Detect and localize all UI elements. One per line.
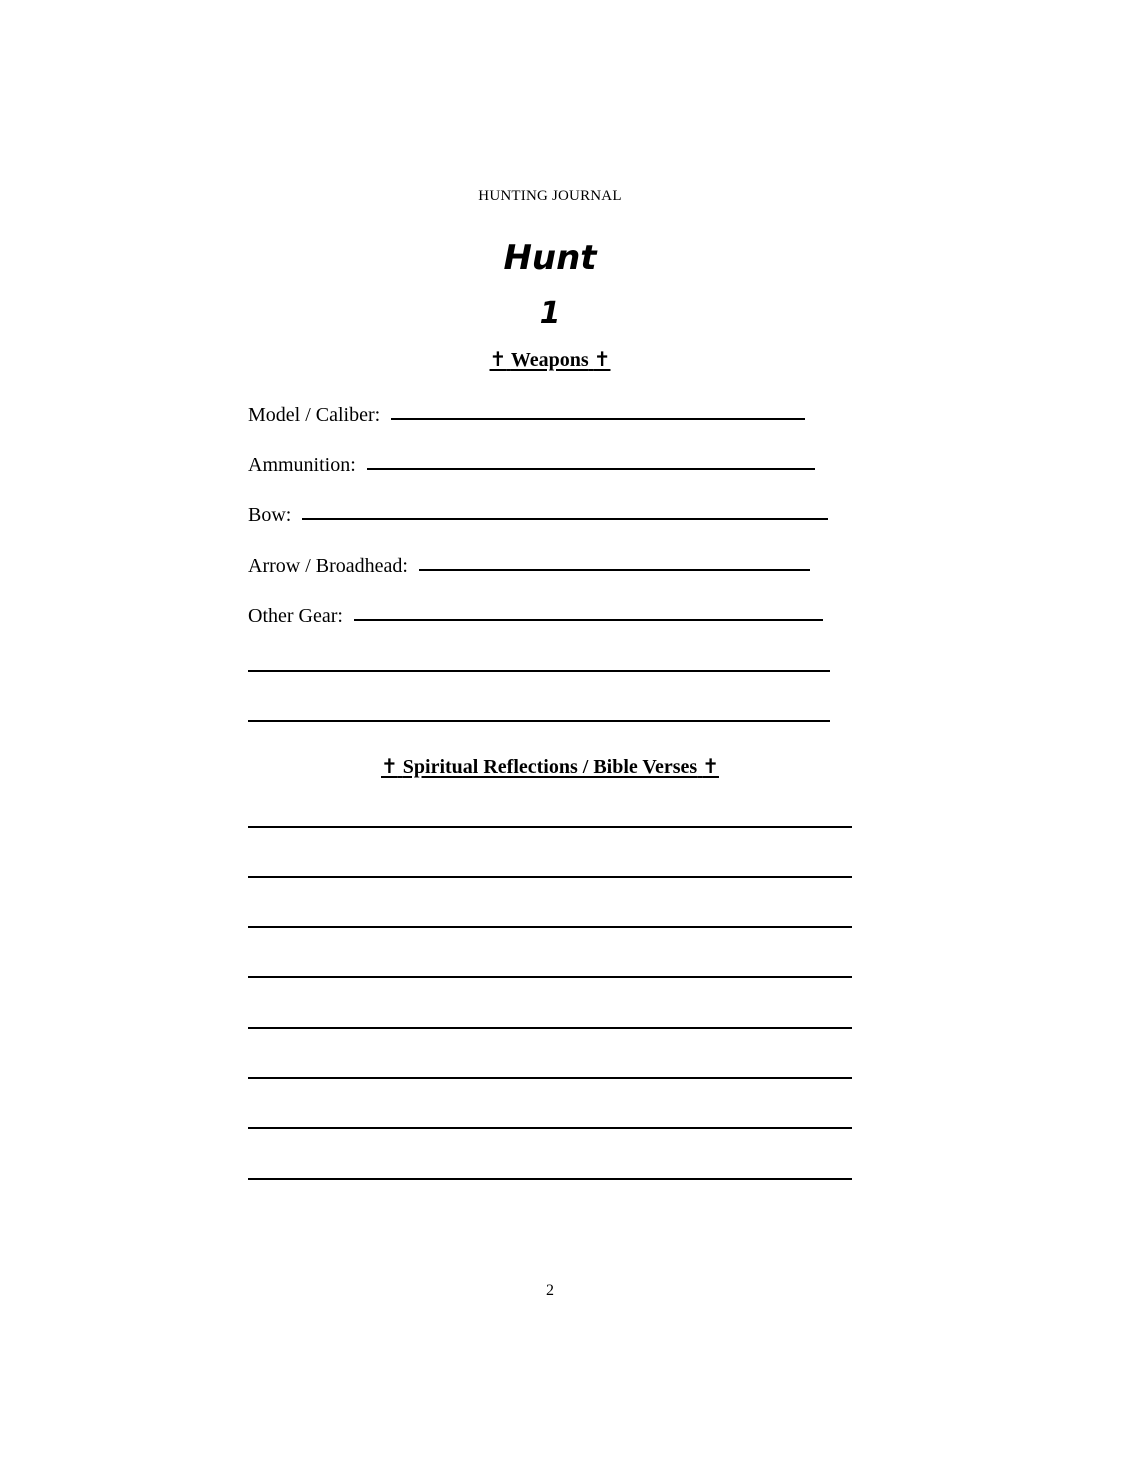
arrow-broadhead-label: Arrow / Broadhead: bbox=[248, 555, 408, 577]
model-caliber-field[interactable] bbox=[248, 397, 805, 425]
bow-field[interactable] bbox=[248, 497, 828, 525]
gear-extra-line[interactable] bbox=[248, 720, 830, 722]
cross-icon: ✝ bbox=[702, 754, 719, 778]
reflection-line[interactable] bbox=[248, 1127, 852, 1129]
ammunition-field[interactable] bbox=[248, 447, 815, 475]
weapons-heading-text: Weapons bbox=[510, 349, 589, 371]
cross-icon: ✝ bbox=[381, 754, 398, 778]
reflection-line[interactable] bbox=[248, 826, 852, 828]
other-gear-field[interactable] bbox=[248, 598, 823, 626]
hunt-title: Hunt bbox=[503, 238, 597, 278]
reflections-heading bbox=[0, 754, 1100, 779]
bow-label: Bow: bbox=[248, 504, 292, 526]
other-gear-line[interactable] bbox=[354, 619, 823, 621]
running-header: HUNTING JOURNAL bbox=[478, 188, 622, 204]
arrow-broadhead-line[interactable] bbox=[419, 569, 810, 571]
weapons-heading bbox=[0, 347, 1100, 372]
reflection-line[interactable] bbox=[248, 926, 852, 928]
model-caliber-label: Model / Caliber: bbox=[248, 404, 381, 426]
cross-icon: ✝ bbox=[489, 347, 507, 371]
reflections-heading-text: Spiritual Reflections / Bible Verses bbox=[402, 756, 698, 778]
gear-extra-line[interactable] bbox=[248, 670, 830, 672]
arrow-broadhead-field[interactable] bbox=[248, 548, 810, 576]
ammunition-line[interactable] bbox=[367, 468, 815, 470]
bow-line[interactable] bbox=[302, 518, 828, 520]
ammunition-label: Ammunition: bbox=[248, 454, 356, 476]
reflection-line[interactable] bbox=[248, 976, 852, 978]
cross-icon: ✝ bbox=[593, 347, 611, 371]
other-gear-label: Other Gear: bbox=[248, 605, 343, 627]
page-number: 2 bbox=[546, 1282, 554, 1299]
hunt-number: 1 bbox=[539, 296, 561, 331]
model-caliber-line[interactable] bbox=[391, 418, 805, 420]
reflection-line[interactable] bbox=[248, 1077, 852, 1079]
reflection-line[interactable] bbox=[248, 876, 852, 878]
reflection-line[interactable] bbox=[248, 1027, 852, 1029]
reflection-line[interactable] bbox=[248, 1178, 852, 1180]
